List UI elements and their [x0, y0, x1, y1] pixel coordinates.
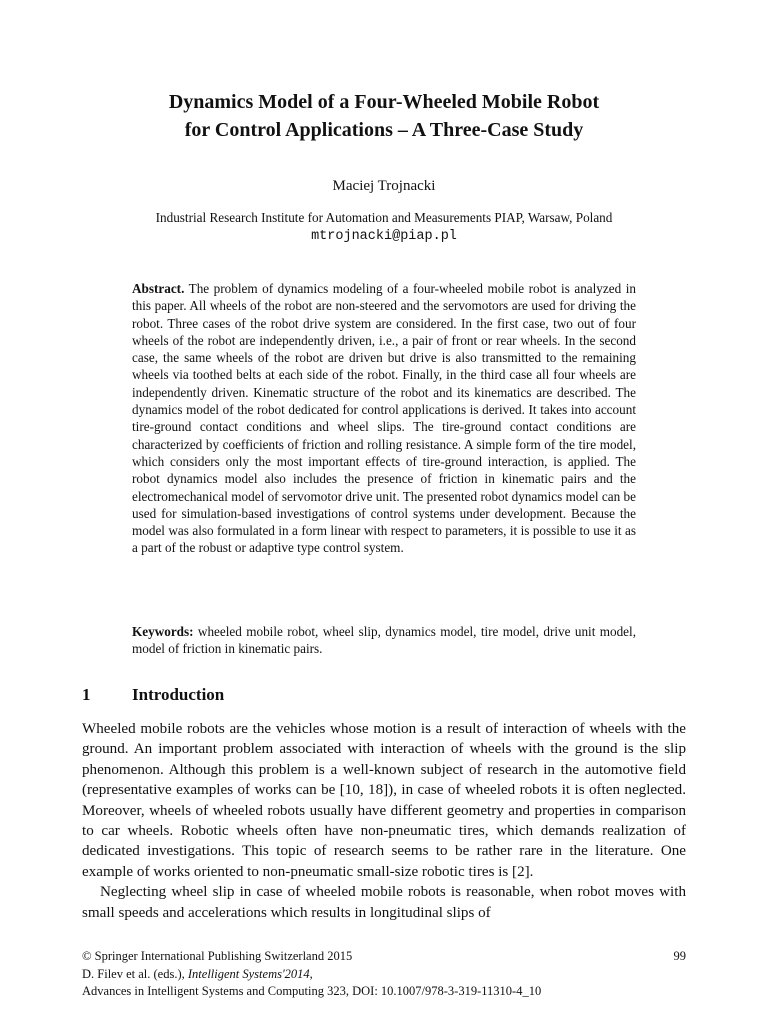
section-heading — [82, 684, 686, 706]
author-affiliation: Industrial Research Institute for Automation and Measurements PIAP, Warsaw, Poland — [155, 210, 613, 225]
paragraph-1: Wheeled mobile robots are the vehicles whose motion is a result of interaction of wheels with the ground. An important problem associated with interaction of wheels with the ground is the slip phenomenon. Although this problem is a well-known subject of research in the automotive field (representative examples of works can be [10, 18]), in case of wheeled robots it is often neglected. Moreover, wheels of wheeled robots usually have different geometry and properties in comparison to car wheels. Robotic wheels often have non-pneumatic tires, which demands realization of dedicated investigations. This topic of research seems to be rather rare in the literature. One example of works oriented to non-pneumatic small-size robotic tires is [2]. — [82, 721, 686, 880]
title-line-2: for Control Applications – A Three-Case Study — [184, 119, 584, 141]
author-name: Maciej Trojnacki — [332, 178, 436, 194]
keywords-label: Keywords: — [132, 624, 194, 639]
section-number: 1 — [82, 685, 91, 704]
page-number: 99 — [673, 949, 686, 963]
editors-suffix: , — [309, 966, 313, 981]
section-title: Introduction — [132, 685, 225, 704]
abstract-text: The problem of dynamics modeling of a four-wheeled mobile robot is analyzed in this paper. All wheels of the robot are non-steered and the servomotors are used for driving the robot. Three cases of the robot drive system are considered. In the first case, two out of four wheels of the robot are independently driven, i.e., a pair of front or rear wheels. In the second case, the same wheels of the robot are driven but drive is also transmitted to the remaining wheels via toothed belts at each side of the robot. Finally, in the third case all four wheels are independently driven. Kinematic structure of the robot and its kinematics are described. The dynamics model of the robot dedicated for control applications is derived. It takes into account tire-ground contact conditions and wheel slips. The tire-ground contact conditions are characterized by coefficients of friction and rolling resistance. A simple form of the tire model, which considers only the most important effects of tire-ground interaction, is applied. The robot dynamics model also includes the presence of friction in kinematic pairs and the electromechanical model of servomotor drive unit. The presented robot dynamics model can be used for simulation-based investigations of control systems under development. Because the model was also formulated in a form linear with respect to parameters, it is possible to use it as a part of the robust or adaptive type control system. — [132, 281, 636, 556]
page-footer — [82, 948, 686, 1001]
editors-text: D. Filev et al. (eds.), — [82, 966, 188, 981]
title-line-1: Dynamics Model of a Four-Wheeled Mobile Robot — [168, 91, 600, 113]
author-email[interactable]: mtrojnacki@piap.pl — [311, 229, 457, 244]
copyright-notice: © Springer International Publishing Switzerland 2015 — [82, 949, 353, 963]
section-body — [82, 719, 686, 923]
footer-series: Advances in Intelligent Systems and Computing 323, DOI: 10.1007/978-3-319-11310-4_10 — [82, 984, 542, 998]
abstract-label: Abstract. — [132, 281, 185, 296]
footer-editors — [82, 966, 686, 984]
abstract — [132, 280, 636, 557]
book-title: Intelligent Systems'2014 — [187, 966, 310, 981]
keywords — [132, 623, 636, 658]
paper-title — [0, 88, 768, 144]
keywords-text: wheeled mobile robot, wheel slip, dynamics model, tire model, drive unit model, model of friction in kinematic pairs. — [132, 624, 636, 657]
footer-row-1 — [82, 948, 686, 966]
paragraph-2: Neglecting wheel slip in case of wheeled mobile robots is reasonable, when robot moves with small speeds and accelerations which results in longitudinal slips of — [82, 884, 686, 921]
